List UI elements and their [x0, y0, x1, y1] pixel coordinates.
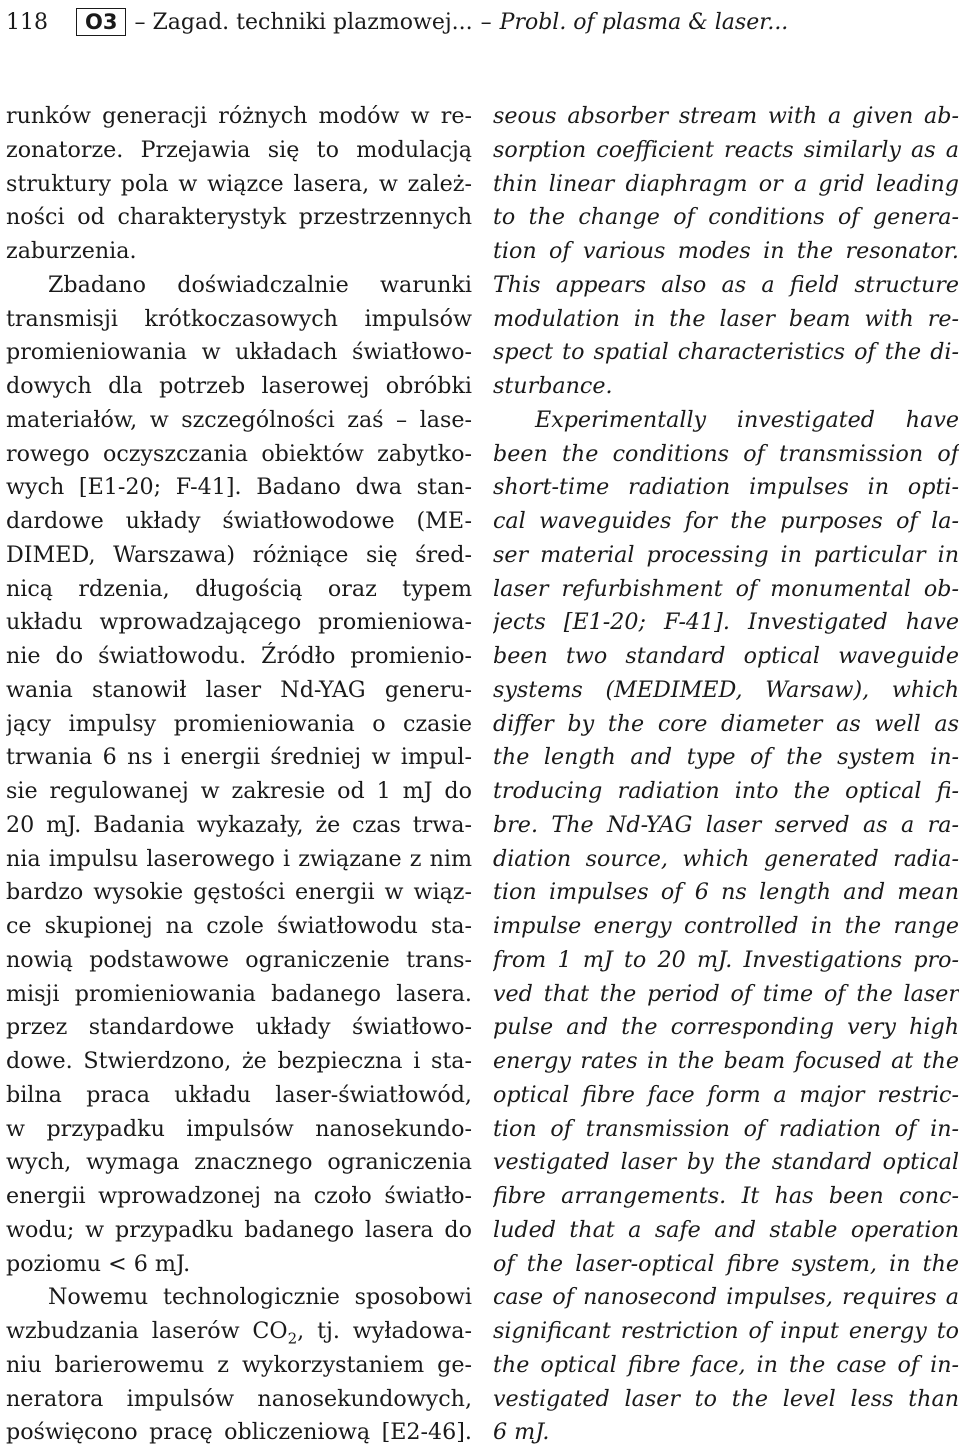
text-line: energy rates in the beam focused at the: [493, 1048, 959, 1074]
text-line: Zbadano doświadczalnie warunki: [48, 271, 472, 298]
text-line: ser material processing in particular in: [493, 541, 959, 568]
paragraph: [6, 269, 472, 1282]
text-line: poziomu < 6 mJ.: [6, 1250, 191, 1277]
text-line: nia impulsu laserowego i związane z nim: [6, 845, 472, 872]
text-line: bardzo wysokie gęstości energii w wiąz-: [6, 879, 472, 906]
text-fragment: wzbudzania laserów CO: [6, 1318, 288, 1344]
text-line: układu wprowadzającego promieniowa-: [6, 609, 472, 636]
paragraph: [493, 100, 959, 404]
text-line: luded that a safe and stable operation: [493, 1216, 959, 1243]
text-line: systems (MEDIMED, Warsaw), which: [493, 676, 959, 703]
text-line: zaburzenia.: [6, 238, 137, 264]
text-line: 6 mJ.: [493, 1419, 550, 1446]
text-line: dardowe układy światłowodowe (ME-: [6, 508, 472, 534]
subscript: 2: [287, 1329, 298, 1348]
text-line: significant restriction of input energy to: [493, 1318, 959, 1344]
text-line: tion of various modes in the resonator.: [493, 238, 959, 264]
text-line: wych, wymaga znacznego ograniczenia: [6, 1149, 472, 1176]
text-line: dowe. Stwierdzono, że bezpieczna i sta-: [6, 1048, 472, 1074]
text-line: przez standardowe układy światłowo-: [6, 1014, 472, 1041]
text-line: troducing radiation into the optical fi-: [493, 778, 959, 804]
paragraph: [493, 404, 959, 1450]
text-line: sorption coefficient reacts similarly as a: [493, 136, 959, 163]
text-line: case of nanosecond impulses, requires a: [493, 1284, 959, 1311]
text-line: diation source, which generated radia-: [493, 845, 959, 872]
text-line: been two standard optical waveguide: [493, 643, 959, 669]
text-line: vestigated laser by the standard optical: [493, 1149, 959, 1176]
text-fragment: , tj. wyładowa-: [297, 1318, 472, 1344]
text-line: wania stanowił laser Nd-YAG generu-: [6, 676, 472, 703]
text-line: ności od charakterystyk przestrzennych: [6, 204, 472, 231]
text-line: zonatorze. Przejawia się to modulacją: [6, 136, 472, 163]
text-line: to the change of conditions of genera-: [493, 204, 959, 231]
text-line: runków generacji różnych modów w re-: [6, 103, 472, 129]
text-line: cal waveguides for the purposes of la-: [493, 508, 959, 534]
text-line: ce skupionej na czole światłowodu sta-: [6, 913, 472, 939]
text-line: vestigated laser to the level less than: [493, 1385, 959, 1412]
text-line: struktury pola w wiązce lasera, w zależ-: [6, 170, 472, 197]
text-line: promieniowania w układach światłowo-: [6, 339, 472, 366]
text-line: DIMED, Warszawa) różniące się śred-: [6, 541, 472, 568]
text-line: optical fibre face form a major restric-: [493, 1081, 959, 1108]
text-line: thin linear diaphragm or a grid leading: [493, 170, 959, 197]
text-line: dowych dla potrzeb laserowej obróbki: [6, 373, 472, 399]
page-number: 118: [6, 9, 48, 35]
text-line-with-formula: [6, 1315, 472, 1349]
text-line: of the laser-optical fibre system, in the: [493, 1250, 959, 1277]
text-line: w przypadku impulsów nanosekundo-: [6, 1115, 472, 1142]
text-line: from 1 mJ to 20 mJ. Investigations pro-: [493, 946, 959, 973]
paragraph: [6, 100, 472, 269]
running-header: [6, 2, 956, 42]
text-line: misji promieniowania badanego lasera.: [6, 980, 472, 1007]
paragraph: [6, 1281, 472, 1450]
text-line: nie do światłowodu. Źródło promienio-: [6, 643, 472, 669]
text-line: jects [E1-20; F-41]. Investigated have: [493, 609, 959, 636]
text-line: nicą rdzenia, długością oraz typem: [6, 575, 472, 602]
text-line: laser refurbishment of monumental ob-: [493, 575, 959, 602]
text-line: tion impulses of 6 ns length and mean: [493, 879, 959, 906]
text-line: rowego oczyszczania obiektów zabytko-: [6, 440, 472, 467]
header-title-polish: – Zagad. techniki plazmowej...: [134, 9, 473, 35]
text-line: bilna praca układu laser-światłowód,: [6, 1081, 472, 1108]
text-line: tion of transmission of radiation of in-: [493, 1115, 959, 1142]
text-line: jący impulsy promieniowania o czasie: [6, 710, 472, 737]
header-separator: –: [480, 9, 492, 35]
text-line: wych [E1-20; F-41]. Badano dwa stan-: [6, 474, 472, 501]
text-line: modulation in the laser beam with re-: [493, 305, 959, 332]
text-line: impulse energy controlled in the range: [493, 913, 959, 939]
text-line: the length and type of the system in-: [493, 744, 959, 771]
text-line: spect to spatial characteristics of the di-: [493, 339, 959, 366]
section-code-box: O3: [76, 8, 126, 36]
text-line: sturbance.: [493, 373, 613, 399]
text-line: been the conditions of transmission of: [493, 440, 959, 467]
text-line: the optical fibre face, in the case of in-: [493, 1351, 959, 1378]
text-line: wodu; w przypadku badanego lasera do: [6, 1216, 472, 1243]
text-line: niu barierowemu z wykorzystaniem ge-: [6, 1351, 472, 1378]
text-line: seous absorber stream with a given ab-: [493, 103, 959, 129]
text-line: 20 mJ. Badania wykazały, że czas trwa-: [6, 811, 472, 838]
text-line: short-time radiation impulses in opti-: [493, 474, 959, 501]
text-line: neratora impulsów nanosekundowych,: [6, 1385, 472, 1412]
text-line: fibre arrangements. It has been conc-: [493, 1183, 959, 1209]
text-line: nowią podstawowe ograniczenie trans-: [6, 946, 472, 973]
text-line: pulse and the corresponding very high: [493, 1014, 959, 1041]
text-line: bre. The Nd-YAG laser served as a ra-: [493, 811, 959, 838]
english-text-column: [493, 100, 959, 1452]
text-line: materiałów, w szczególności zaś – lase-: [6, 406, 472, 433]
text-line: differ by the core diameter as well as: [493, 710, 959, 737]
text-line: transmisji krótkoczasowych impulsów: [6, 305, 472, 332]
text-line: trwania 6 ns i energii średniej w impul-: [6, 744, 472, 771]
text-line: poświęcono pracę obliczeniową [E2-46].: [6, 1419, 472, 1446]
text-line: sie regulowanej w zakresie od 1 mJ do: [6, 778, 472, 804]
text-line: ved that the period of time of the laser: [493, 980, 959, 1007]
text-line: This appears also as a field structure: [493, 271, 959, 298]
header-title-english: Probl. of plasma & laser...: [499, 9, 789, 35]
text-line: Nowemu technologicznie sposobowi: [48, 1284, 472, 1311]
polish-text-column: [6, 100, 472, 1452]
text-line: energii wprowadzonej na czoło światło-: [6, 1183, 472, 1209]
text-line: Experimentally investigated have: [535, 406, 959, 433]
